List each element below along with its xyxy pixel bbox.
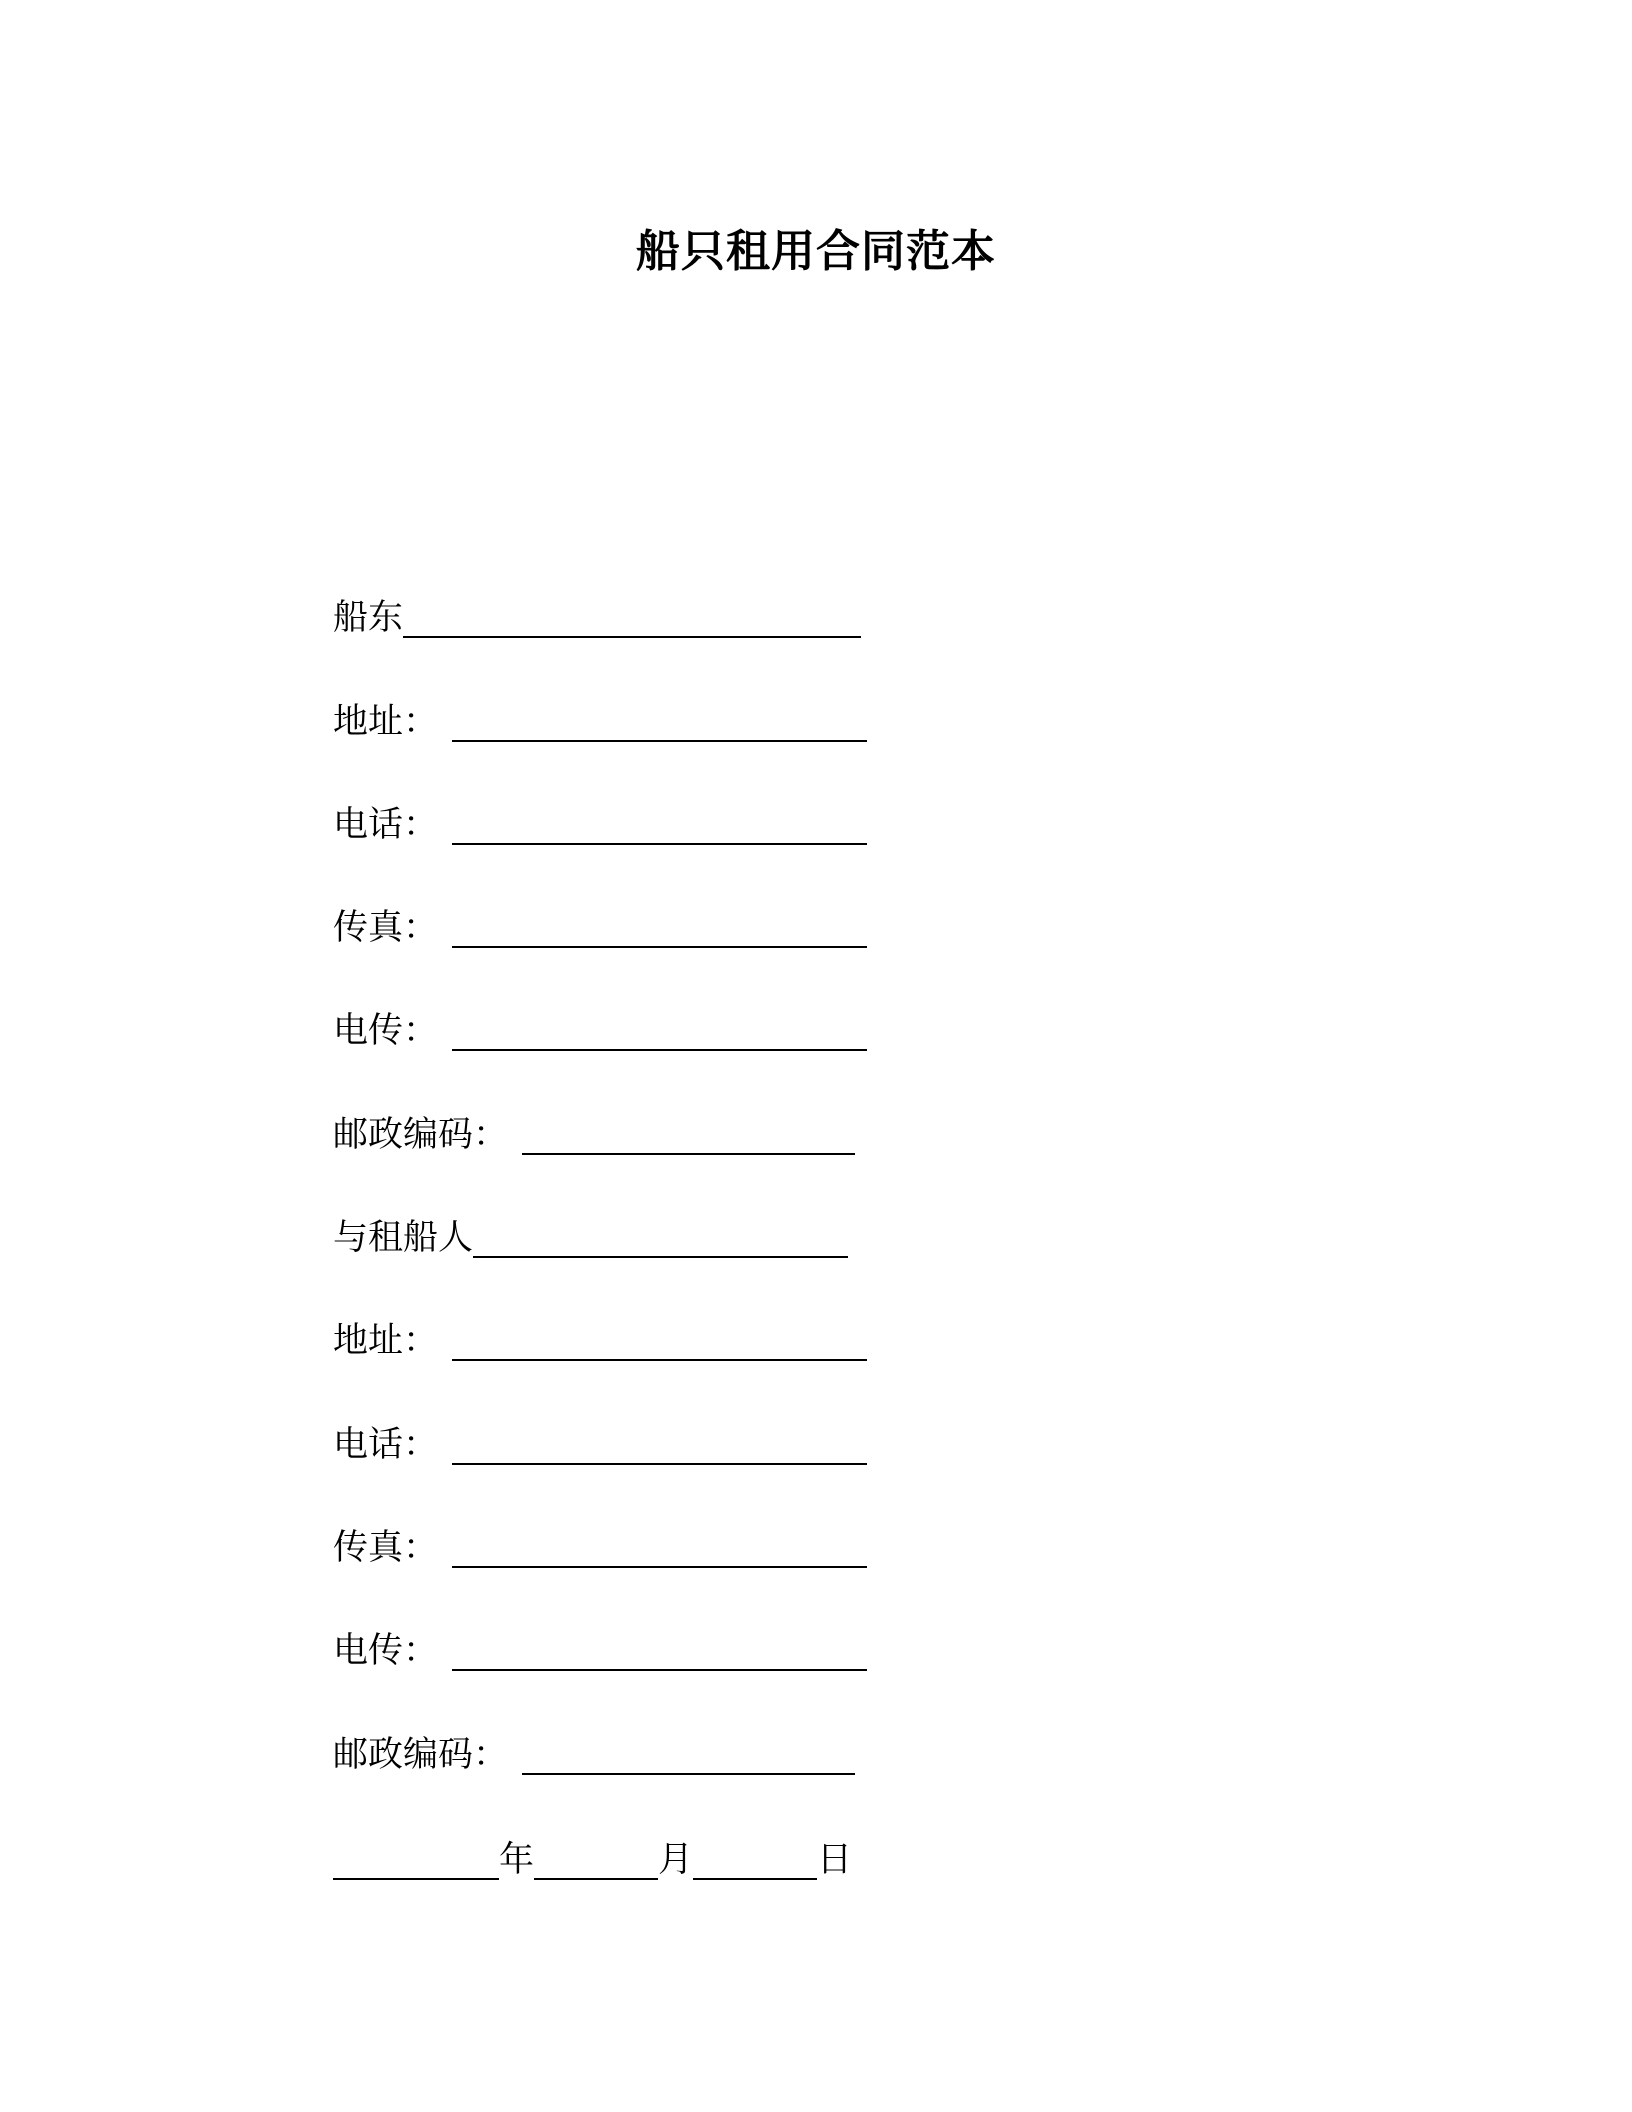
shipowner-phone-label: 电话 (333, 805, 404, 845)
shipowner-address-blank[interactable] (452, 702, 867, 742)
colon: ： (403, 1631, 439, 1671)
colon: ： (403, 1321, 439, 1361)
shipowner-telex-blank[interactable] (452, 1011, 867, 1051)
shipowner-fax-field (333, 900, 867, 950)
charterer-fax-field (333, 1520, 867, 1570)
charterer-label: 与租船人 (333, 1218, 474, 1258)
colon: ： (403, 702, 439, 742)
charterer-postcode-blank[interactable] (522, 1735, 855, 1775)
charterer-fax-label: 传真 (333, 1528, 404, 1568)
shipowner-label: 船东 (333, 598, 404, 638)
colon: ： (403, 1425, 439, 1465)
charterer-telex-field (333, 1623, 867, 1673)
colon: ： (403, 1528, 439, 1568)
colon: ： (473, 1735, 509, 1775)
charterer-telex-label: 电传 (333, 1631, 404, 1671)
document-title: 船只租用合同范本 (636, 226, 996, 277)
shipowner-address-field (333, 694, 867, 744)
shipowner-postcode-label: 邮政编码 (333, 1115, 474, 1155)
charterer-field (333, 1210, 848, 1260)
shipowner-phone-blank[interactable] (452, 805, 867, 845)
shipowner-field (333, 590, 861, 640)
colon: ： (403, 1011, 439, 1051)
day-blank[interactable] (693, 1840, 817, 1880)
colon: ： (403, 805, 439, 845)
charterer-address-label: 地址 (333, 1321, 404, 1361)
charterer-phone-label: 电话 (333, 1425, 404, 1465)
month-label: 月 (658, 1840, 694, 1880)
date-row (333, 1832, 852, 1882)
shipowner-address-label: 地址 (333, 702, 404, 742)
month-blank[interactable] (534, 1840, 658, 1880)
shipowner-telex-field (333, 1003, 867, 1053)
shipowner-postcode-field (333, 1107, 855, 1157)
shipowner-phone-field (333, 797, 867, 847)
charterer-phone-field (333, 1417, 867, 1467)
colon: ： (473, 1115, 509, 1155)
charterer-address-field (333, 1313, 867, 1363)
charterer-postcode-field (333, 1727, 855, 1777)
year-blank[interactable] (333, 1840, 499, 1880)
charterer-address-blank[interactable] (452, 1321, 867, 1361)
charterer-telex-blank[interactable] (452, 1631, 867, 1671)
year-label: 年 (499, 1840, 535, 1880)
charterer-fax-blank[interactable] (452, 1528, 867, 1568)
colon: ： (403, 908, 439, 948)
shipowner-postcode-blank[interactable] (522, 1115, 855, 1155)
shipowner-blank[interactable] (403, 598, 861, 638)
shipowner-fax-blank[interactable] (452, 908, 867, 948)
charterer-blank[interactable] (473, 1218, 848, 1258)
shipowner-telex-label: 电传 (333, 1011, 404, 1051)
day-label: 日 (817, 1840, 853, 1880)
charterer-postcode-label: 邮政编码 (333, 1735, 474, 1775)
shipowner-fax-label: 传真 (333, 908, 404, 948)
charterer-phone-blank[interactable] (452, 1425, 867, 1465)
